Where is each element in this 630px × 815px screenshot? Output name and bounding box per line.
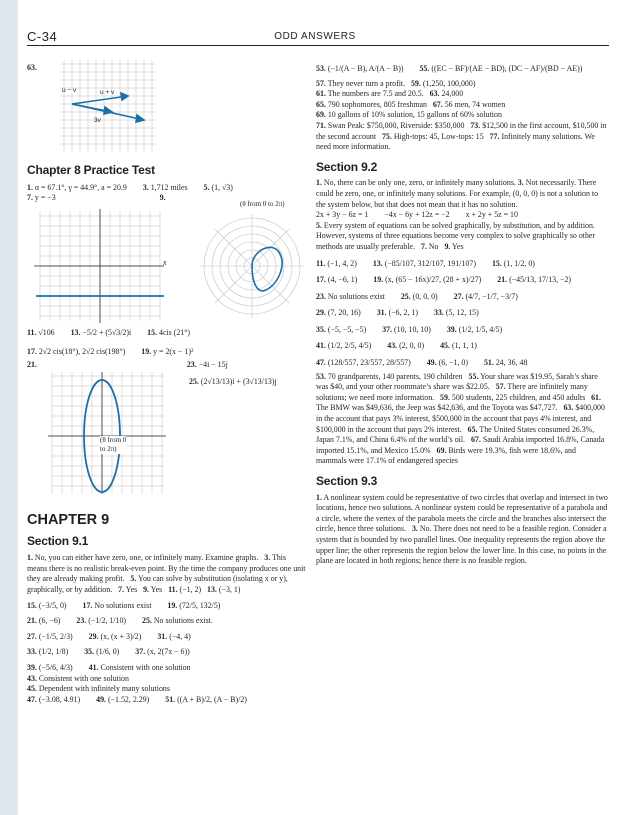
answer-line: 53. (−1/(A − B), A/(A − B)) 55. ((EC − BF)/(AE − BD), (DC − AF)/(BD − AE)) xyxy=(316,64,583,73)
section91-heading: Section 9.1 xyxy=(27,533,89,548)
label-3v: 3v xyxy=(94,117,101,124)
answer-paragraph: 5. Every system of equations can be solved graphically, by substitution, and by addition. However, systems of three equations become very complex to solve graphically so other methods are usually preferable. 7. No 9. Yes xyxy=(316,220,596,251)
answer-line: 21. (6, −6) 23. (−1/2, 1/10) 25. No solutions exist. xyxy=(27,616,213,626)
polar-graph xyxy=(196,210,308,322)
answer-line: 1. α = 67.1°, γ = 44.9°, a = 20.9 3. 1,712 miles 5. (1, √3) xyxy=(27,182,233,192)
answer-line: 17. (4, −6, 1) 19. (x, (65 − 16x)/27, (28 + x)/27) 21. (−45/13, 17/13, −2) xyxy=(316,275,572,285)
axis-x-label: x xyxy=(163,258,167,267)
answer-line: 17. 2√2 cis(18°), 2√2 cis(198°) 19. y = 2(x − 1)² xyxy=(27,346,194,356)
page-number: C-34 xyxy=(27,29,58,44)
answer-line: 25. (2√13/13)i + (3√13/13)j xyxy=(189,376,277,386)
answer-line: 11. √106 13. −5/2 + (5√3/2)i 15. 4cis (21°) xyxy=(27,328,191,337)
answer-line: 47. (−3.08, 4.91) 49. (−1.52, 2.29) 51. ((A + B)/2, (A − B)/2) xyxy=(27,694,247,704)
label-u-minus-v: u − v xyxy=(62,87,77,94)
answer-line: 21. 23. −4i − 15j xyxy=(27,360,228,370)
chapter8-practice xyxy=(27,165,312,204)
graph-ellipse xyxy=(48,372,168,496)
answer-line: 15. (−3/5, 0) 17. No solutions exist 19. (72/5, 132/5) xyxy=(27,600,221,610)
answer-line: 45. Dependent with infinitely many solutions xyxy=(27,684,170,694)
answer-paragraph: 53. 70 grandparents, 140 parents, 190 children 55. Your share was $19.95, Sarah’s share was $40, and your other roommate’s share was $22.05. 57. There are infinitely many solutions; we need more information. 59. 500 students, 225 children, and 450 adults 61. The BMW was $49,636, the Jeep was $42,636, and the Toyota was $47,727. 63. $400,000 in the account that pays 3% interest, $500,000 in the account that pays 4% interest, and $100,000 in the account that pays 2% interest. 65. The United States consumed 26.3%, Japan 7.1%, and China 6.4% of the world’s oil. 67. Saudi Arabia imported 16.8%, Canada imported 15.1%, and Mexico 15.0% 69. Birds were 19.3%, fish were 18.6%, and mammals were 17.1% of endangered species xyxy=(316,371,605,466)
right-column xyxy=(316,64,608,567)
page-title: ODD ANSWERS xyxy=(274,31,356,42)
header-rule xyxy=(27,45,609,46)
chapter9-heading: CHAPTER 9 xyxy=(27,512,110,528)
answer-line: 35. (−5, −5, −5) 37. (10, 10, 10) 39. (1/2, 1/5, 4/5) xyxy=(316,324,503,334)
chapter8-heading: Chapter 8 Practice Test xyxy=(27,163,155,177)
label-u-plus-v: u + v xyxy=(100,89,115,96)
polar-caption: (θ from 0 to 2π) xyxy=(240,200,285,208)
answer-line: 39. (−5/6, 4/3) 41. Consistent with one solution xyxy=(27,662,191,672)
answer-paragraph: 1. No, there can be only one, zero, or infinitely many solutions. 3. Not necessarily. There could be zero, one, or infinitely many solutions. For example, (0, 0, 0) is not a solution to the system below, but that does not mean that it has no solution. xyxy=(316,178,599,209)
answer-line: 41. (1/2, 2/5, 4/5) 43. (2, 0, 0) 45. (1, 1, 1) xyxy=(316,341,477,351)
answer-paragraph: 57. They never turn a profit. 59. (1,250, 100,000) 61. The numbers are 7.5 and 20.5. 63. 24,000 65. 790 sophomores, 805 freshman 67. 56 men, 74 women 69. 10 gallons of 10% solution, 15 gallons of 60% solution 71. Swan Peak: $750,000, Riverside: $350,000 73. $12,500 in the first account, $10,500 in the second account 75. High-tops: 45, Low-tops: 15 77. Infinitely many solutions. We need more information. xyxy=(316,78,607,152)
answer-line: 23. No solutions exist 25. (0, 0, 0) 27. (4/7, −1/7, −3/7) xyxy=(316,291,518,301)
answer-paragraph: 1. A nonlinear system could be representative of two circles that overlap and intersect in two locations, hence two solutions. A nonlinear system could be representative of a parabola and a circle, where the vertex of the parabola meets the circle and the branches also intersect the circle, hence three solutions. 3. No. There does not need to be a feasible region. Consider a system that is bounded by two parallel lines. One inequality represents the region above the upper line; the other represents the region below the lower line. In this case, no points in the plane are located in both regions; hence there is no feasible region. xyxy=(316,492,608,566)
answer-line: 43. Consistent with one solution xyxy=(27,673,129,683)
section93-heading: Section 9.3 xyxy=(316,474,378,488)
answer-line: 27. (−1/5, 2/3) 29. (x, (x + 3)/2) 31. (−4, 4) xyxy=(27,631,191,641)
answer-line: 33. (1/2, 1/8) 35. (1/6, 0) 37. (x, 2(7x − 6)) xyxy=(27,647,190,657)
section92-heading: Section 9.2 xyxy=(316,159,378,174)
answer-line: 47. (128/557, 23/557, 28/557) 49. (6, −1, 0) 51. 24, 36, 48 xyxy=(316,358,528,368)
answer-number: 63. xyxy=(27,63,37,72)
answer-line: 29. (7, 20, 16) 31. (−6, 2, 1) 33. (5, 12, 15) xyxy=(316,308,479,318)
left-margin-band xyxy=(0,0,18,815)
answer-line: 7. y = −3 9. xyxy=(27,193,166,203)
graph-horizontal-line xyxy=(32,208,167,324)
equation-system: 2x + 3y − 6z = 1 −4x − 6y + 12z = −2 x + 2y + 5z = 10 xyxy=(316,210,518,220)
vector-figure xyxy=(60,60,156,152)
chapter9-section91 xyxy=(27,512,307,705)
answer-paragraph: 1. No, you can either have zero, one, or infinitely many. Examine graphs. 3. This means there is no realistic break-even point. By the time the company produces one unit they are already making profit. 5. You can solve by substitution (isolating x or y), graphically, or by addition. 7. Yes 9. Yes 11. (−1, 2) 13. (−3, 1) xyxy=(27,553,306,594)
ellipse-caption: (θ from 0 to 2π) xyxy=(100,436,127,453)
answer-line: 11. (−1, 4, 2) 13. (−85/107, 312/107, 191/107) 15. (1, 1/2, 0) xyxy=(316,258,535,268)
